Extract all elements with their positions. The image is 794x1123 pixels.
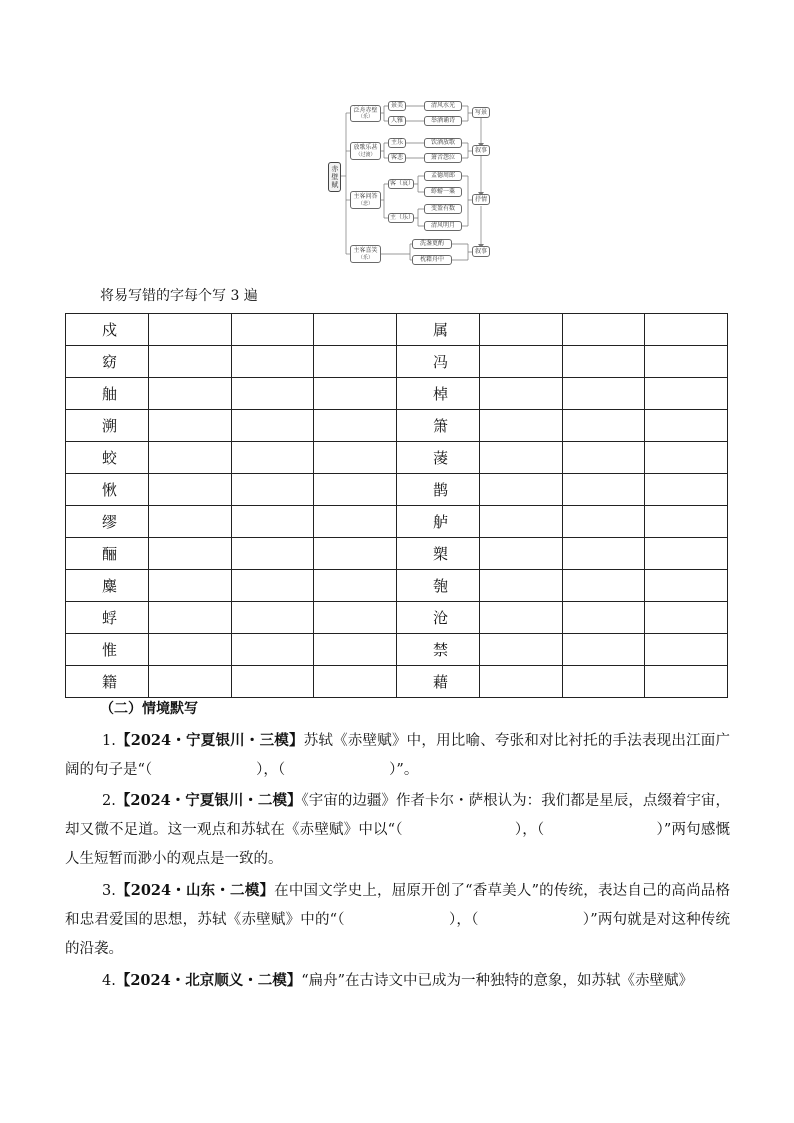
practice-blank-cell[interactable] — [314, 378, 397, 410]
question-source-tag: 【2024・山东・二模】 — [115, 882, 275, 899]
practice-blank-cell[interactable] — [314, 602, 397, 634]
practice-blank-cell[interactable] — [148, 506, 231, 538]
practice-blank-cell[interactable] — [562, 634, 645, 666]
practice-character: 窈 — [66, 346, 149, 378]
question-3: 3.【2024・山东・二模】在中国文学史上，屈原开创了“香草美人”的传统，表达自己的高尚品格和忠君爱国的思想，苏轼《赤壁赋》中的“（ ），（ ）”两句就是对这种传统的沿袭。 — [65, 882, 731, 957]
practice-character: 籍 — [66, 666, 149, 698]
practice-character: 舻 — [397, 506, 480, 538]
detail-mengde: 孟德周郎 — [424, 171, 462, 181]
question-4: 4.【2024・北京顺义・二模】“扁舟”在古诗文中已成为一种独特的意象，如苏轼《赤壁赋》 — [102, 972, 694, 989]
branch-xixiao: 主客喜笑 （乐） — [350, 245, 381, 263]
practice-blank-cell[interactable] — [479, 602, 562, 634]
practice-blank-cell[interactable] — [314, 538, 397, 570]
practice-blank-cell[interactable] — [148, 378, 231, 410]
question-source-tag: 【2024・宁夏银川・二模】 — [115, 792, 302, 809]
practice-instruction: 将易写错的字每个写 3 遍 — [100, 288, 258, 304]
practice-blank-cell[interactable] — [645, 378, 728, 410]
practice-blank-cell[interactable] — [562, 442, 645, 474]
practice-character: 溯 — [66, 410, 149, 442]
practice-blank-cell[interactable] — [479, 346, 562, 378]
practice-blank-cell[interactable] — [314, 474, 397, 506]
practice-character: 沧 — [397, 602, 480, 634]
practice-character: 棹 — [397, 378, 480, 410]
practice-blank-cell[interactable] — [314, 346, 397, 378]
practice-blank-cell[interactable] — [479, 506, 562, 538]
practice-blank-cell[interactable] — [645, 346, 728, 378]
detail-zhenjie: 枕藉舟中 — [412, 255, 452, 265]
practice-table-body — [66, 314, 728, 698]
branch-fangge: 放歌乐甚 （过渡） — [350, 142, 381, 160]
practice-blank-cell[interactable] — [231, 474, 314, 506]
mind-map-root: 赤壁赋 — [328, 162, 341, 192]
practice-blank-cell[interactable] — [479, 634, 562, 666]
practice-row — [66, 666, 728, 698]
practice-blank-cell[interactable] — [148, 602, 231, 634]
practice-blank-cell[interactable] — [314, 666, 397, 698]
summary-xiejing: 写景 — [472, 107, 490, 118]
practice-blank-cell[interactable] — [231, 378, 314, 410]
practice-character: 麋 — [66, 570, 149, 602]
practice-blank-cell[interactable] — [314, 634, 397, 666]
practice-blank-cell[interactable] — [645, 666, 728, 698]
practice-blank-cell[interactable] — [314, 314, 397, 346]
practice-blank-cell[interactable] — [645, 506, 728, 538]
practice-blank-cell[interactable] — [231, 538, 314, 570]
practice-row — [66, 378, 728, 410]
practice-blank-cell[interactable] — [562, 346, 645, 378]
practice-character: 属 — [397, 314, 480, 346]
practice-blank-cell[interactable] — [314, 570, 397, 602]
detail-qingfeng: 清风水光 — [424, 101, 462, 111]
summary-xushi-2: 叙事 — [472, 246, 490, 257]
practice-blank-cell[interactable] — [231, 410, 314, 442]
practice-blank-cell[interactable] — [479, 538, 562, 570]
leaf-zhule: 主乐 — [388, 138, 406, 148]
practice-character: 槊 — [397, 538, 480, 570]
branch-fanzhou: 泛舟赤壁 （乐） — [350, 105, 381, 122]
detail-fuyou: 蜉蝣一粟 — [424, 187, 462, 197]
practice-blank-cell[interactable] — [645, 602, 728, 634]
practice-blank-cell[interactable] — [562, 506, 645, 538]
practice-blank-cell[interactable] — [645, 634, 728, 666]
practice-blank-cell[interactable] — [479, 666, 562, 698]
practice-blank-cell[interactable] — [231, 570, 314, 602]
practice-blank-cell[interactable] — [231, 506, 314, 538]
practice-blank-cell[interactable] — [148, 442, 231, 474]
practice-blank-cell[interactable] — [479, 410, 562, 442]
practice-character: 戍 — [66, 314, 149, 346]
practice-blank-cell[interactable] — [479, 314, 562, 346]
practice-character: 蜉 — [66, 602, 149, 634]
practice-blank-cell[interactable] — [562, 474, 645, 506]
practice-blank-cell[interactable] — [562, 538, 645, 570]
practice-blank-cell[interactable] — [231, 666, 314, 698]
practice-blank-cell[interactable] — [562, 602, 645, 634]
practice-character: 藉 — [397, 666, 480, 698]
summary-shuqing: 抒情 — [472, 194, 490, 205]
practice-blank-cell[interactable] — [148, 474, 231, 506]
practice-blank-cell[interactable] — [479, 442, 562, 474]
detail-jujiu: 举酒诵诗 — [424, 116, 462, 126]
practice-blank-cell[interactable] — [479, 570, 562, 602]
practice-blank-cell[interactable] — [645, 314, 728, 346]
practice-blank-cell[interactable] — [148, 346, 231, 378]
leaf-zhu-le: 主（乐） — [390, 214, 415, 222]
question-1: 1.【2024・宁夏银川・三模】苏轼《赤壁赋》中，用比喻、夸张和对比衬托的手法表现出江面广阔的句子是“（ ），（ ）”。 — [65, 732, 731, 778]
question-source-tag: 【2024・宁夏银川・三模】 — [115, 732, 304, 749]
practice-blank-cell[interactable] — [562, 570, 645, 602]
practice-blank-cell[interactable] — [562, 314, 645, 346]
practice-row — [66, 602, 728, 634]
practice-blank-cell[interactable] — [645, 474, 728, 506]
practice-blank-cell[interactable] — [148, 570, 231, 602]
practice-blank-cell[interactable] — [148, 666, 231, 698]
practice-character: 蓤 — [397, 442, 480, 474]
detail-mingyue: 清风明月 — [424, 221, 462, 231]
practice-row — [66, 442, 728, 474]
practice-character: 愀 — [66, 474, 149, 506]
practice-character: 禁 — [397, 634, 480, 666]
practice-blank-cell[interactable] — [231, 442, 314, 474]
practice-blank-cell[interactable] — [148, 538, 231, 570]
leaf-renya: 人雅 — [388, 116, 406, 126]
branch-wenda: 主客问答 （悲） — [350, 191, 381, 209]
practice-blank-cell[interactable] — [645, 570, 728, 602]
leaf-ke-ai: 客（哀） — [390, 180, 415, 188]
practice-blank-cell[interactable] — [562, 378, 645, 410]
structure-mind-map — [326, 96, 496, 272]
practice-blank-cell[interactable] — [231, 346, 314, 378]
practice-character: 冯 — [397, 346, 480, 378]
practice-character: 箫 — [397, 410, 480, 442]
practice-blank-cell[interactable] — [148, 314, 231, 346]
practice-row — [66, 570, 728, 602]
practice-character: 缪 — [66, 506, 149, 538]
practice-row — [66, 346, 728, 378]
practice-character: 舳 — [66, 378, 149, 410]
character-practice-table — [65, 313, 728, 698]
practice-blank-cell[interactable] — [314, 442, 397, 474]
practice-row — [66, 474, 728, 506]
practice-blank-cell[interactable] — [645, 410, 728, 442]
detail-bianying: 变盈有数 — [424, 204, 462, 214]
practice-blank-cell[interactable] — [231, 602, 314, 634]
practice-row — [66, 634, 728, 666]
question-2: 2.【2024・宁夏银川・二模】《宇宙的边疆》作者卡尔・萨根认为：我们都是星辰，点缀着宇宙，却又微不足道。这一观点和苏轼在《赤壁赋》中以“（ ），（ ）”两句感慨人生短暂而渺小的观点是一致的。 — [65, 792, 731, 867]
practice-blank-cell[interactable] — [148, 410, 231, 442]
practice-blank-cell[interactable] — [645, 538, 728, 570]
practice-character: 蛟 — [66, 442, 149, 474]
practice-blank-cell[interactable] — [479, 474, 562, 506]
leaf-jingmei: 景美 — [388, 101, 406, 111]
practice-blank-cell[interactable] — [314, 506, 397, 538]
practice-blank-cell[interactable] — [645, 442, 728, 474]
detail-xizhan: 洗盏更酌 — [412, 239, 452, 249]
section-title: （二）情境默写 — [100, 701, 198, 717]
practice-character: 鹊 — [397, 474, 480, 506]
summary-xushi-1: 叙事 — [472, 145, 490, 156]
detail-yinjiu: 饮酒放歌 — [424, 138, 462, 148]
question-source-tag: 【2024・北京顺义・二模】 — [115, 972, 302, 989]
practice-blank-cell[interactable] — [148, 634, 231, 666]
practice-character: 酾 — [66, 538, 149, 570]
practice-blank-cell[interactable] — [479, 378, 562, 410]
practice-blank-cell[interactable] — [231, 634, 314, 666]
practice-blank-cell[interactable] — [231, 314, 314, 346]
practice-blank-cell[interactable] — [562, 666, 645, 698]
practice-row — [66, 538, 728, 570]
leaf-kebei: 客悲 — [388, 153, 406, 163]
practice-character: 匏 — [397, 570, 480, 602]
practice-blank-cell[interactable] — [562, 410, 645, 442]
practice-row — [66, 314, 728, 346]
practice-blank-cell[interactable] — [314, 410, 397, 442]
practice-row — [66, 506, 728, 538]
practice-character: 惟 — [66, 634, 149, 666]
practice-row — [66, 410, 728, 442]
detail-xiaoyin: 箫音怨泣 — [424, 153, 462, 163]
